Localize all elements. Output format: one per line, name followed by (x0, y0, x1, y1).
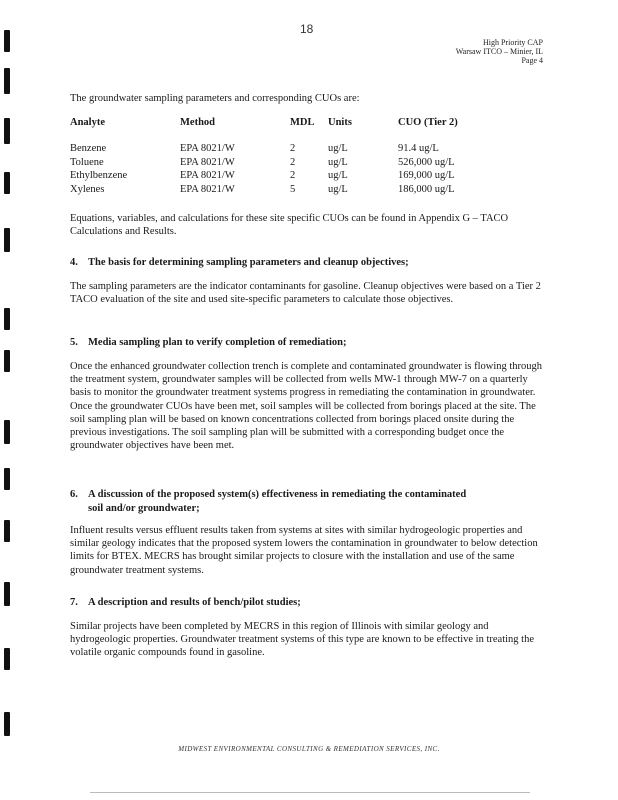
binder-hole-mark (4, 648, 10, 670)
table-cell: ug/L (328, 170, 348, 181)
page-number: 18 (300, 22, 314, 36)
table-cell: 2 (290, 143, 296, 154)
section-number: 5. (70, 337, 78, 348)
section-title: Media sampling plan to verify completion of remediation; (88, 337, 347, 348)
table-cell: Xylenes (70, 183, 105, 195)
table-cell: 526,000 ug/L (398, 156, 455, 168)
section-heading (70, 596, 301, 610)
binder-hole-mark (4, 350, 10, 372)
header-line: High Priority CAP (482, 38, 543, 47)
binder-hole-mark (4, 712, 10, 736)
section-title: A description and results of bench/pilot studies; (88, 597, 301, 608)
section-number: 7. (70, 597, 78, 608)
table-cell: EPA 8021/W (180, 156, 235, 168)
table-header-row (70, 117, 508, 142)
table-row (70, 183, 508, 197)
binder-hole-mark (4, 468, 10, 490)
table-cell: 186,000 ug/L (398, 183, 455, 195)
scan-artifact-line (90, 792, 530, 793)
section-number: 6. (70, 489, 78, 500)
section-heading (70, 336, 347, 350)
table-cell: 169,000 ug/L (398, 170, 455, 181)
column-header: CUO (Tier 2) (398, 117, 458, 128)
binder-hole-mark (4, 118, 10, 144)
section-title: The basis for determining sampling parameters and cleanup objectives; (88, 257, 409, 268)
table-cell: EPA 8021/W (180, 183, 235, 195)
binder-hole-mark (4, 68, 10, 94)
section-title-continued: soil and/or groundwater; (88, 502, 200, 514)
column-header: Units (328, 117, 352, 128)
header-line: Page 4 (521, 56, 543, 65)
binder-hole-mark (4, 520, 10, 542)
table-cell: 2 (290, 156, 296, 168)
column-header: Method (180, 117, 215, 128)
table-row (70, 169, 508, 183)
table-cell: ug/L (328, 156, 348, 168)
section-heading (70, 256, 409, 270)
binder-hole-mark (4, 172, 10, 194)
table-cell: Benzene (70, 143, 107, 154)
section-body: Similar projects have been completed by MECRS in this region of Illinois with similar geology and hydrogeologic properties. Groundwater treatment systems of this type are known to be effective in treating the volatile organic compounds found in gasoline. (70, 621, 534, 659)
binder-hole-mark (4, 582, 10, 606)
section-heading (70, 488, 540, 515)
binder-hole-mark (4, 308, 10, 330)
document-header (456, 38, 543, 65)
section-title: A discussion of the proposed system(s) effectiveness in remediating the contaminated (88, 489, 467, 500)
header-line: Warsaw ITCO – Minier, IL (455, 47, 543, 56)
table-cell: Toluene (70, 156, 104, 168)
table-cell: ug/L (328, 143, 348, 154)
equations-paragraph: Equations, variables, and calculations for these site specific CUOs can be found in Appendix G – TACO Calculations and Results. (70, 213, 509, 238)
table-cell: 91.4 ug/L (398, 143, 439, 154)
company-footer: MIDWEST ENVIRONMENTAL CONSULTING & REMEDIATION SERVICES, INC. (178, 745, 440, 753)
section-number: 4. (70, 257, 78, 268)
table-row (70, 142, 508, 156)
section-body: Influent results versus effluent results taken from systems at sites with similar hydrogeologic properties and similar geology indicates that the proposed system lowers the contamination in groundwater to below detection limits for BTEX. MECRS has brought similar projects to closure with the installation and use of the same groundwater treatment systems. (70, 525, 538, 576)
section-body: Once the enhanced groundwater collection trench is complete and contaminated groundwater is flowing through the treatment system, groundwater samples will be collected from wells MW-1 through MW-7 on a quarterly basis to monitor the groundwater treatment systems progress in remediating the contamination in groundwater. Once the groundwater CUOs have been met, soil samples will be collected from borings placed at the site. The soil sampling plan will be based on known concentrations collected from borings placed onsite during the previous investigations. The soil sampling plan will be submitted with a corresponding budget once the groundwater objectives have been met. (70, 361, 543, 452)
section-body: The sampling parameters are the indicator contaminants for gasoline. Cleanup objectives were based on a Tier 2 TACO evaluation of the site and used site-specific parameters to calculate those objectives. (70, 281, 541, 306)
binder-hole-mark (4, 30, 10, 52)
table-cell: ug/L (328, 183, 348, 195)
intro-paragraph: The groundwater sampling parameters and corresponding CUOs are: (70, 93, 360, 104)
column-header: MDL (290, 117, 315, 128)
table-cell: 5 (290, 183, 296, 195)
table-cell: EPA 8021/W (180, 143, 235, 154)
table-cell: EPA 8021/W (180, 170, 235, 181)
table-cell: 2 (290, 170, 296, 181)
binder-hole-mark (4, 420, 10, 444)
table-row (70, 156, 508, 170)
column-header: Analyte (70, 117, 105, 128)
table-cell: Ethylbenzene (70, 170, 128, 181)
cuo-table (70, 117, 508, 196)
binder-hole-mark (4, 228, 10, 252)
